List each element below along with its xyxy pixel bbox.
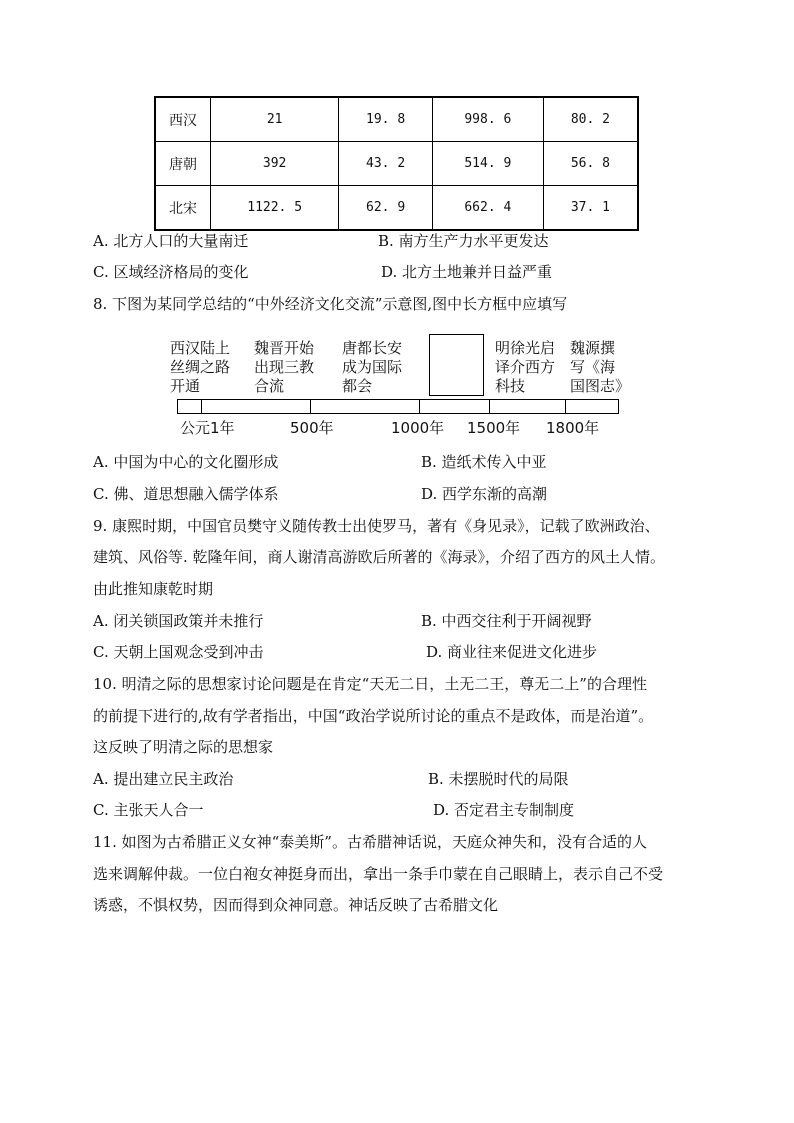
- table-cell: 1122. 5: [211, 186, 339, 231]
- q9-option-c[interactable]: C. 天朝上国观念受到冲击: [93, 643, 264, 661]
- q10-stem-line: 这反映了明清之际的思想家: [93, 738, 274, 756]
- timeline-tick: [310, 399, 311, 414]
- q8-option-b[interactable]: B. 造纸术传入中亚: [421, 453, 547, 471]
- table-cell: 19. 8: [339, 97, 433, 142]
- table-cell: 北宋: [155, 186, 211, 231]
- q9-stem-line: 建筑、风俗等. 乾隆年间，商人谢清高游欧后所著的《海录》，介绍了西方的风土人情。: [93, 548, 666, 566]
- q11-stem-line: 选来调解仲裁。一位白袍女神挺身而出，拿出一条手巾蒙在自己眼睛上，表示自己不受: [93, 865, 664, 883]
- table-row: [155, 142, 638, 186]
- q8-stem: 8. 下图为某同学总结的“中外经济文化交流”示意图,图中长方框中应填写: [93, 295, 568, 313]
- q9-stem-line: 9. 康熙时期，中国官员樊守义随传教士出使罗马，著有《身见录》，记载了欧洲政治、: [93, 517, 660, 535]
- q7-option-a[interactable]: A. 北方人口的大量南迁: [93, 232, 249, 250]
- table-cell: 998. 6: [432, 97, 543, 142]
- q7-option-d[interactable]: D. 北方土地兼并日益严重: [381, 263, 553, 281]
- q8-option-a[interactable]: A. 中国为中心的文化圈形成: [93, 453, 279, 471]
- table-cell: 80. 2: [543, 97, 638, 142]
- timeline-tick: [489, 399, 490, 414]
- table-cell: 514. 9: [432, 142, 543, 186]
- q10-stem-line: 10. 明清之际的思想家讨论问题是在肯定“天无二日，土无二王，尊无二上”的合理性: [93, 675, 647, 693]
- q7-option-c[interactable]: C. 区域经济格局的变化: [93, 263, 249, 281]
- answer-blank-box: [429, 334, 484, 396]
- q10-option-d[interactable]: D. 否定君主专制制度: [433, 801, 575, 819]
- q10-option-a[interactable]: A. 提出建立民主政治: [93, 770, 234, 788]
- table-cell: 392: [211, 142, 339, 186]
- timeline-label: 明徐光启 译介西方 科技: [495, 339, 556, 395]
- table-cell: 37. 1: [543, 186, 638, 231]
- q8-option-c[interactable]: C. 佛、道思想融入儒学体系: [93, 485, 279, 503]
- timeline-year: 公元1年: [180, 419, 235, 437]
- timeline-bar: [177, 399, 619, 414]
- q8-option-d[interactable]: D. 西学东渐的高潮: [421, 485, 548, 503]
- table-cell: 43. 2: [339, 142, 433, 186]
- timeline-tick: [201, 399, 202, 414]
- q10-option-b[interactable]: B. 未摆脱时代的局限: [428, 770, 569, 788]
- table-cell: 56. 8: [543, 142, 638, 186]
- q10-option-c[interactable]: C. 主张天人合一: [93, 801, 204, 819]
- table-cell: 西汉: [155, 97, 211, 142]
- table-row: [155, 186, 638, 231]
- timeline-label: 魏源撰 写《海 国图志》: [570, 339, 631, 395]
- timeline-label: 唐都长安 成为国际 都会: [342, 339, 403, 395]
- q7-option-b[interactable]: B. 南方生产力水平更发达: [378, 232, 549, 250]
- timeline-tick: [419, 399, 420, 414]
- q9-option-d[interactable]: D. 商业往来促进文化进步: [426, 643, 598, 661]
- timeline-year: 1500年: [467, 419, 521, 437]
- timeline-label: 西汉陆上 丝绸之路 开通: [170, 339, 231, 395]
- population-table: [154, 96, 639, 231]
- q10-stem-line: 的前提下进行的,故有学者指出，中国“政治学说所讨论的重点不是政体，而是治道”。: [93, 707, 654, 725]
- timeline-year: 1800年: [546, 419, 600, 437]
- table-cell: 唐朝: [155, 142, 211, 186]
- timeline-tick: [565, 399, 566, 414]
- timeline-year: 1000年: [391, 419, 445, 437]
- table-cell: 62. 9: [339, 186, 433, 231]
- table-row: [155, 97, 638, 142]
- table-cell: 662. 4: [432, 186, 543, 231]
- table-cell: 21: [211, 97, 339, 142]
- q11-stem-line: 诱惑，不惧权势，因而得到众神同意。神话反映了古希腊文化: [93, 896, 499, 914]
- q9-stem-line: 由此推知康乾时期: [93, 580, 214, 598]
- timeline-label: 魏晋开始 出现三教 合流: [254, 339, 315, 395]
- timeline-year: 500年: [290, 419, 334, 437]
- q9-option-a[interactable]: A. 闭关锁国政策并未推行: [93, 612, 264, 630]
- q11-stem-line: 11. 如图为古希腊正义女神“泰美斯”。古希腊神话说，天庭众神失和，没有合适的人: [93, 833, 647, 851]
- q9-option-b[interactable]: B. 中西交往利于开阔视野: [421, 612, 592, 630]
